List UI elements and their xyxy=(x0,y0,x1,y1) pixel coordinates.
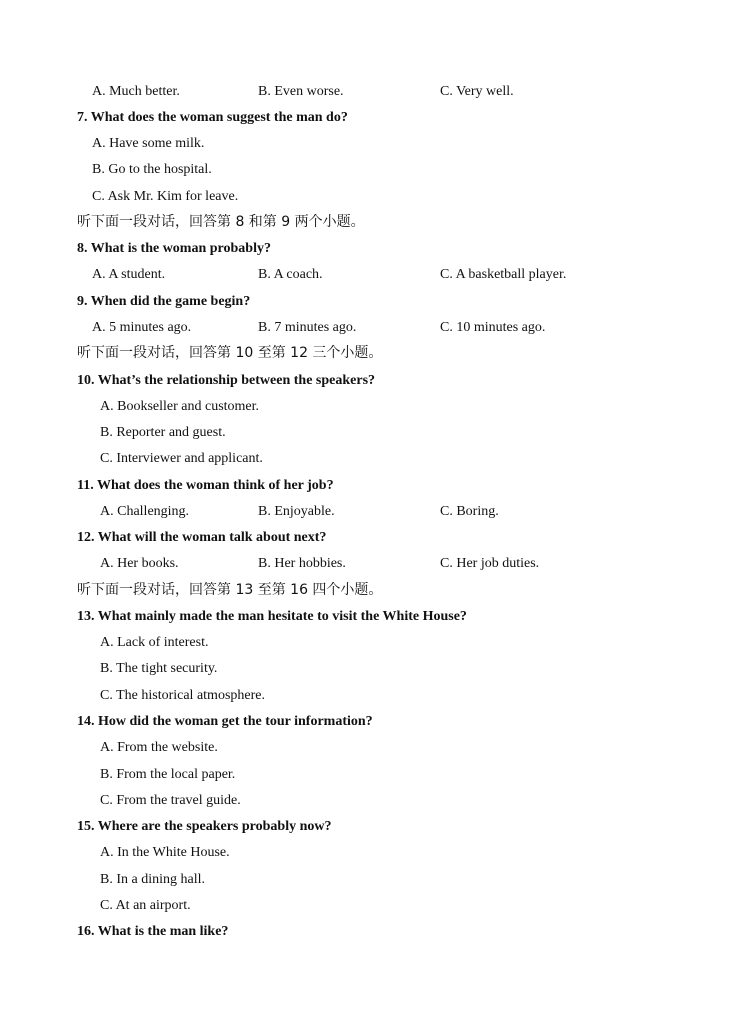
section-heading-8-9: 听下面一段对话，回答第 8 和第 9 两个小题。 xyxy=(77,214,365,230)
q7-option-c: C. Ask Mr. Kim for leave. xyxy=(92,189,239,204)
q14-option-b: B. From the local paper. xyxy=(100,767,236,782)
question-8: 8. What is the woman probably? xyxy=(77,241,271,256)
q10-option-a: A. Bookseller and customer. xyxy=(100,399,260,414)
q15-option-c: C. At an airport. xyxy=(100,898,191,913)
q11-option-a: A. Challenging. xyxy=(100,504,190,519)
q14-option-a: A. From the website. xyxy=(100,740,218,755)
q7-option-a: A. Have some milk. xyxy=(92,136,205,151)
q8-option-b: B. A coach. xyxy=(258,267,323,282)
section-heading-10-12: 听下面一段对话，回答第 10 至第 12 三个小题。 xyxy=(77,345,383,361)
q6-option-c: C. Very well. xyxy=(440,84,514,99)
q8-option-c: C. A basketball player. xyxy=(440,267,567,282)
q6-option-a: A. Much better. xyxy=(92,84,180,99)
q6-option-b: B. Even worse. xyxy=(258,84,344,99)
q9-option-a: A. 5 minutes ago. xyxy=(92,320,192,335)
q13-option-c: C. The historical atmosphere. xyxy=(100,688,265,703)
q9-option-c: C. 10 minutes ago. xyxy=(440,320,546,335)
q14-option-c: C. From the travel guide. xyxy=(100,793,241,808)
question-13: 13. What mainly made the man hesitate to visit the White House? xyxy=(77,609,467,624)
q15-option-b: B. In a dining hall. xyxy=(100,872,205,887)
q12-option-a: A. Her books. xyxy=(100,556,179,571)
q10-option-c: C. Interviewer and applicant. xyxy=(100,451,263,466)
q11-option-c: C. Boring. xyxy=(440,504,499,519)
q12-option-c: C. Her job duties. xyxy=(440,556,540,571)
question-7: 7. What does the woman suggest the man do? xyxy=(77,110,348,125)
q11-option-b: B. Enjoyable. xyxy=(258,504,335,519)
q13-option-a: A. Lack of interest. xyxy=(100,635,209,650)
question-12: 12. What will the woman talk about next? xyxy=(77,530,327,545)
q13-option-b: B. The tight security. xyxy=(100,661,218,676)
question-14: 14. How did the woman get the tour information? xyxy=(77,714,373,729)
question-15: 15. Where are the speakers probably now? xyxy=(77,819,332,834)
q15-option-a: A. In the White House. xyxy=(100,845,230,860)
question-11: 11. What does the woman think of her job? xyxy=(77,478,334,493)
section-heading-13-16: 听下面一段对话，回答第 13 至第 16 四个小题。 xyxy=(77,582,383,598)
question-9: 9. When did the game begin? xyxy=(77,294,251,309)
question-16: 16. What is the man like? xyxy=(77,924,229,939)
q10-option-b: B. Reporter and guest. xyxy=(100,425,226,440)
q9-option-b: B. 7 minutes ago. xyxy=(258,320,357,335)
question-10: 10. What’s the relationship between the speakers? xyxy=(77,373,376,388)
q7-option-b: B. Go to the hospital. xyxy=(92,162,212,177)
q12-option-b: B. Her hobbies. xyxy=(258,556,346,571)
q8-option-a: A. A student. xyxy=(92,267,166,282)
